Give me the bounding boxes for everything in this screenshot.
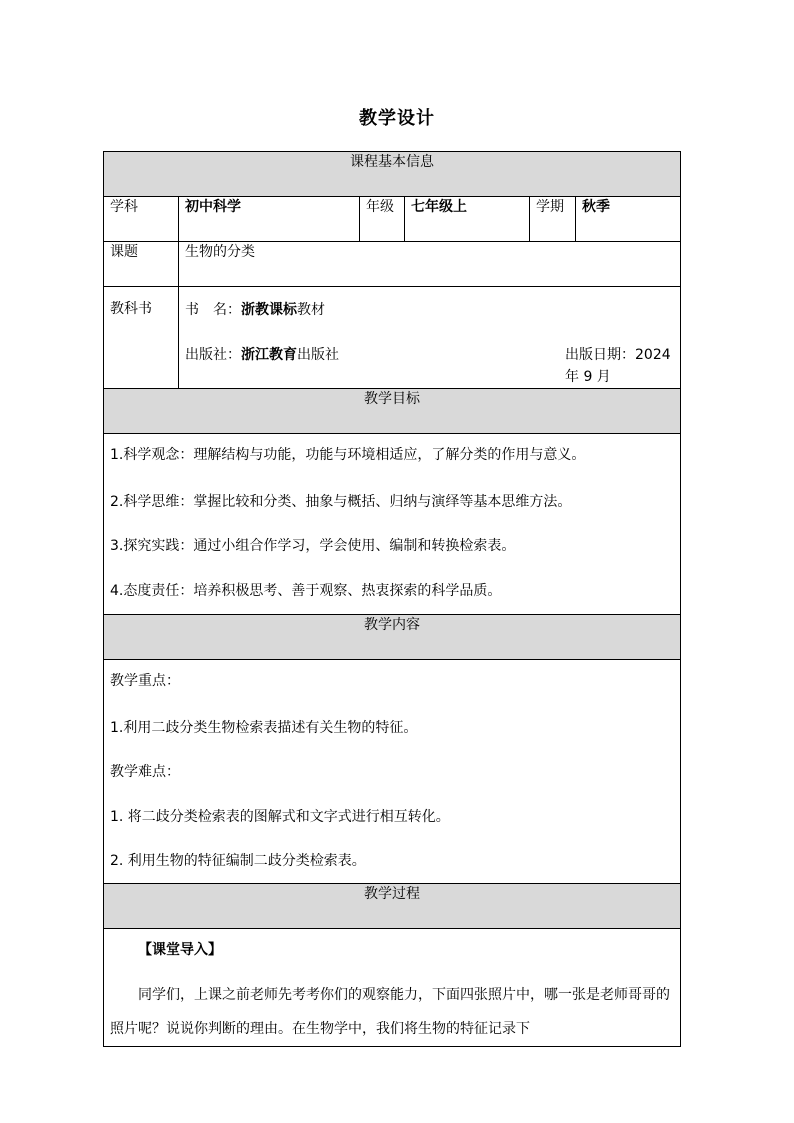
book-name-value-tail: 教材 [297, 302, 325, 318]
publisher-value-tail: 出版社 [297, 346, 339, 363]
process-row [104, 929, 681, 1047]
publisher-line [185, 332, 674, 385]
section-header-goals [104, 389, 681, 434]
goal-item: 4.态度责任：培养积极思考、善于观察、热衷探索的科学品质。 [110, 582, 502, 599]
section-header-content [104, 615, 681, 660]
content-row [104, 660, 681, 884]
content-header: 教学内容 [104, 615, 681, 660]
book-name-label: 书 名： [185, 302, 241, 318]
intro-label: 【课堂导入】 [138, 942, 222, 958]
publisher-value-bold: 浙江教育 [241, 346, 297, 363]
goal-item: 3.探究实践：通过小组合作学习，学会使用、编制和转换检索表。 [110, 538, 516, 554]
pub-date [565, 344, 674, 388]
goal-item: 1.科学观念：理解结构与功能，功能与环境相适应，了解分类的作用与意义。 [110, 447, 586, 463]
basic-header: 课程基本信息 [104, 152, 681, 197]
textbook-row [104, 287, 681, 389]
subject-label: 学科 [104, 197, 179, 242]
goals-row [104, 434, 681, 615]
process-header: 教学过程 [104, 884, 681, 929]
topic-row [104, 242, 681, 287]
book-name-line [185, 287, 674, 332]
publisher-label: 出版社： [185, 346, 241, 363]
goals-header: 教学目标 [104, 389, 681, 434]
subject-row [104, 197, 681, 242]
book-name-value-bold: 浙教课标 [241, 302, 297, 318]
textbook-label: 教科书 [104, 287, 179, 389]
section-header-process [104, 884, 681, 929]
grade-value: 七年级上 [405, 197, 530, 242]
topic-label: 课题 [104, 242, 179, 287]
intro-text: 同学们，上课之前老师先考考你们的观察能力，下面四张照片中，哪一张是老师哥哥的照片呢？说说你判断的理由。在生物学中，我们将生物的特征记录下 [110, 986, 670, 1037]
term-value: 秋季 [576, 197, 681, 242]
lesson-plan-table [103, 151, 681, 1047]
content-body [104, 660, 681, 884]
key-item: 1.利用二歧分类生物检索表描述有关生物的特征。 [110, 719, 418, 736]
term-label: 学期 [530, 197, 576, 242]
section-header-basic [104, 152, 681, 197]
page-title: 教学设计 [359, 108, 435, 129]
key-label: 教学重点： [110, 673, 180, 689]
topic-value: 生物的分类 [179, 242, 681, 287]
pub-date-value: 2024 年 9 月 [565, 346, 671, 385]
grade-label: 年级 [360, 197, 405, 242]
pub-date-label: 出版日期： [565, 346, 635, 363]
difficult-item: 1. 将二歧分类检索表的图解式和文字式进行相互转化。 [110, 808, 450, 825]
difficult-item: 2. 利用生物的特征编制二歧分类检索表。 [110, 853, 366, 869]
subject-value: 初中科学 [179, 197, 360, 242]
process-body [104, 929, 681, 1047]
textbook-value [179, 287, 681, 389]
goals-body [104, 434, 681, 615]
difficult-label: 教学难点： [110, 764, 180, 780]
goal-item: 2.科学思维：掌握比较和分类、抽象与概括、归纳与演绎等基本思维方法。 [110, 493, 572, 510]
